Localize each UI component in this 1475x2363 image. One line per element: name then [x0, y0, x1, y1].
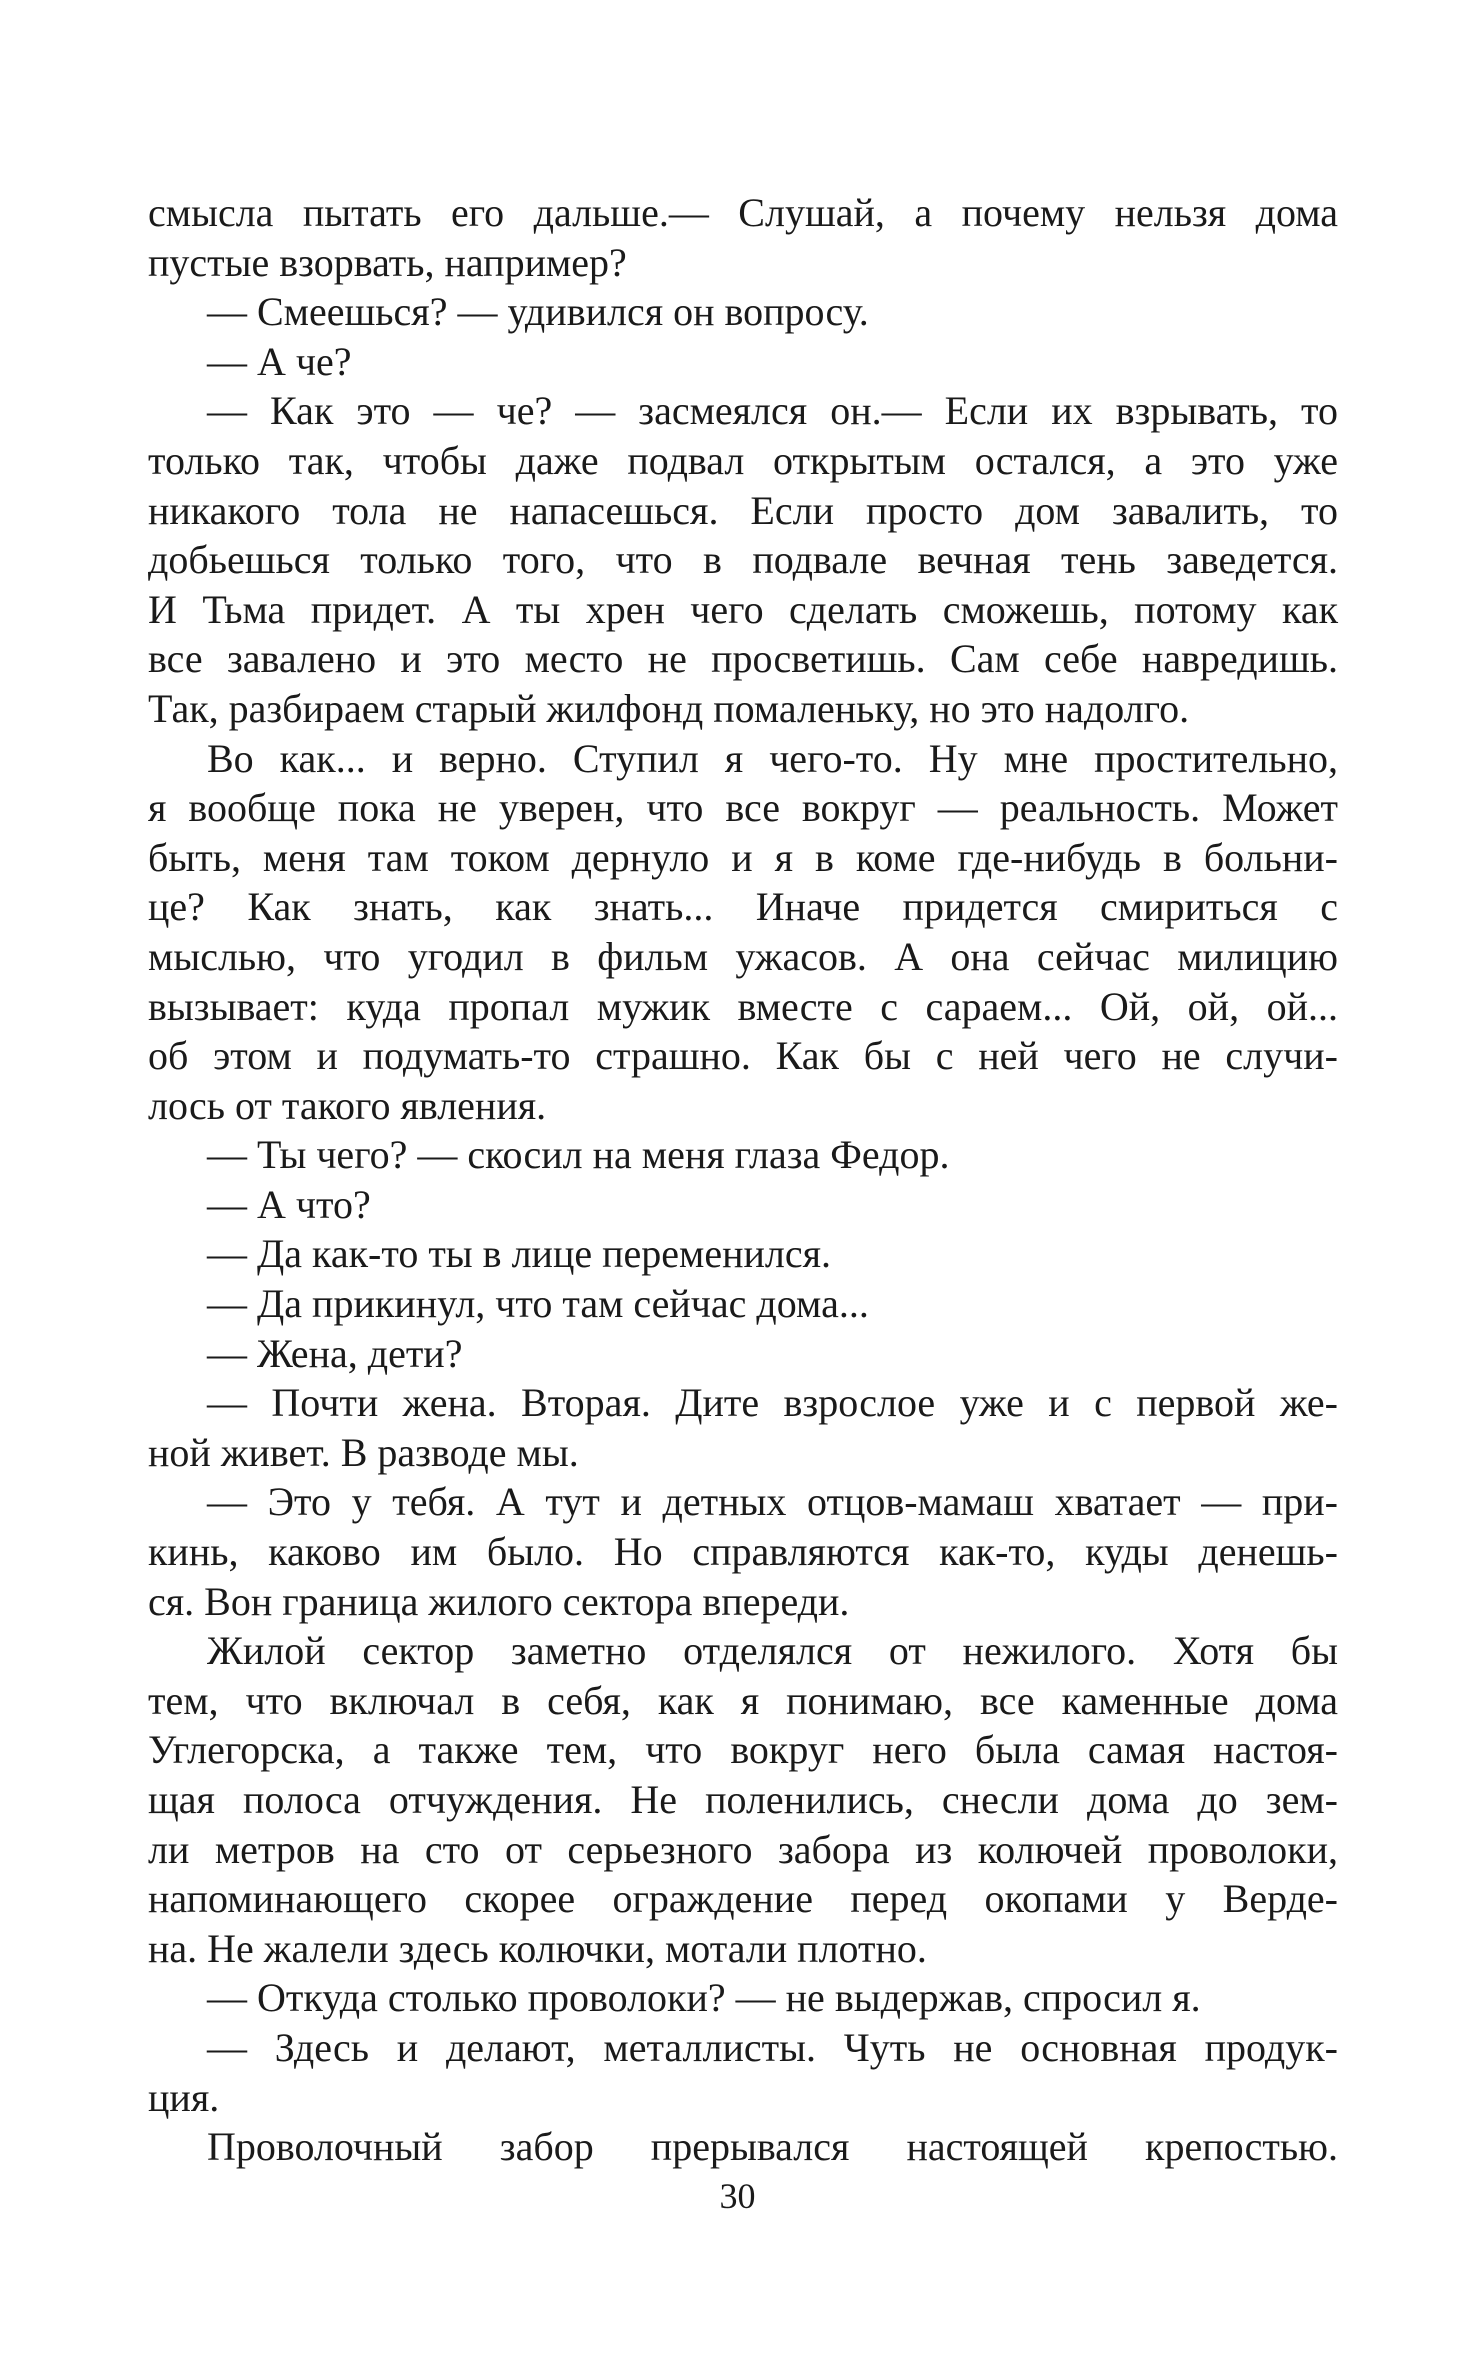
text-line: ли метров на сто от серьезного забора из колючей проволоки, — [148, 1826, 1338, 1872]
text-line: Во как... и верно. Ступил я чего-то. Ну мне простительно, — [207, 735, 1338, 781]
text-line: я вообще пока не уверен, что все вокруг — реальность. Может — [148, 785, 1338, 831]
text-line: все завалено и это место не просветишь. Сам себе навредишь. — [148, 636, 1338, 682]
text-line: мыслью, что угодил в фильм ужасов. А она сейчас милицию — [148, 933, 1338, 979]
text-line: смысла пытать его дальше.— Слушай, а почему нельзя дома — [148, 190, 1338, 235]
text-line: И Тьма придет. А ты хрен чего сделать сможешь, потому как — [148, 586, 1338, 632]
text-line: Так, разбираем старый жилфонд помаленьку, но это надолго. — [148, 685, 1190, 731]
text-line: — Это у тебя. А тут и детных отцов-мамаш хватает — при- — [207, 1479, 1338, 1525]
text-line: ция. — [148, 2074, 220, 2120]
text-line: только так, чтобы даже подвал открытым остался, а это уже — [148, 437, 1338, 483]
text-line: — Да как-то ты в лице переменился. — [207, 1231, 832, 1277]
text-line: Жилой сектор заметно отделялся от нежилого. Хотя бы — [207, 1628, 1338, 1674]
text-line: вызывает: куда пропал мужик вместе с сараем... Ой, ой, ой... — [148, 983, 1338, 1029]
text-line: — Почти жена. Вторая. Дите взрослое уже и с первой же- — [207, 1380, 1338, 1426]
text-line: никакого тола не напасешься. Если просто дом завалить, то — [148, 487, 1338, 533]
text-line: добьешься только того, что в подвале вечная тень заведется. — [148, 537, 1338, 583]
text-line: Проволочный забор прерывался настоящей крепостью. — [207, 2124, 1338, 2170]
text-line: на. Не жалели здесь колючки, мотали плотно. — [148, 1925, 927, 1971]
text-line: — А что? — [207, 1181, 371, 1227]
book-page-text — [148, 188, 1338, 2172]
text-line: ной живет. В разводе мы. — [148, 1429, 579, 1475]
text-line: напоминающего скорее ограждение перед окопами у Верде- — [148, 1876, 1338, 1922]
text-line: ся. Вон граница жилого сектора впереди. — [148, 1578, 850, 1624]
text-line: — Да прикинул, что там сейчас дома... — [207, 1281, 869, 1327]
text-line: — Ты чего? — скосил на меня глаза Федор. — [207, 1132, 950, 1178]
page-number: 30 — [719, 2176, 756, 2216]
text-line: щая полоса отчуждения. Не поленились, снесли дома до зем- — [148, 1777, 1338, 1822]
text-line: Углегорска, а также тем, что вокруг него была самая настоя- — [148, 1727, 1338, 1773]
text-line: — Жена, дети? — [207, 1330, 463, 1376]
text-line: це? Как знать, как знать... Иначе придется смириться с — [148, 884, 1338, 930]
text-line: кинь, каково им было. Но справляются как-то, куды денешь- — [148, 1529, 1338, 1575]
text-line: — Здесь и делают, металлисты. Чуть не основная продук- — [207, 2024, 1338, 2070]
text-line: — Как это — че? — засмеялся он.— Если их взрывать, то — [207, 388, 1338, 434]
text-line: тем, что включал в себя, как я понимаю, все каменные дома — [148, 1677, 1338, 1723]
text-line: — Смеешься? — удивился он вопросу. — [207, 289, 869, 335]
text-line: быть, меня там током дернуло и я в коме где-нибудь в больни- — [148, 834, 1338, 880]
text-line: — А че? — [207, 338, 352, 384]
text-line: об этом и подумать-то страшно. Как бы с ней чего не случи- — [148, 1033, 1338, 1079]
text-line: лось от такого явления. — [148, 1082, 547, 1128]
text-line: — Откуда столько проволоки? — не выдержав, спросил я. — [207, 1975, 1201, 2021]
text-line: пустые взорвать, например? — [148, 239, 627, 285]
